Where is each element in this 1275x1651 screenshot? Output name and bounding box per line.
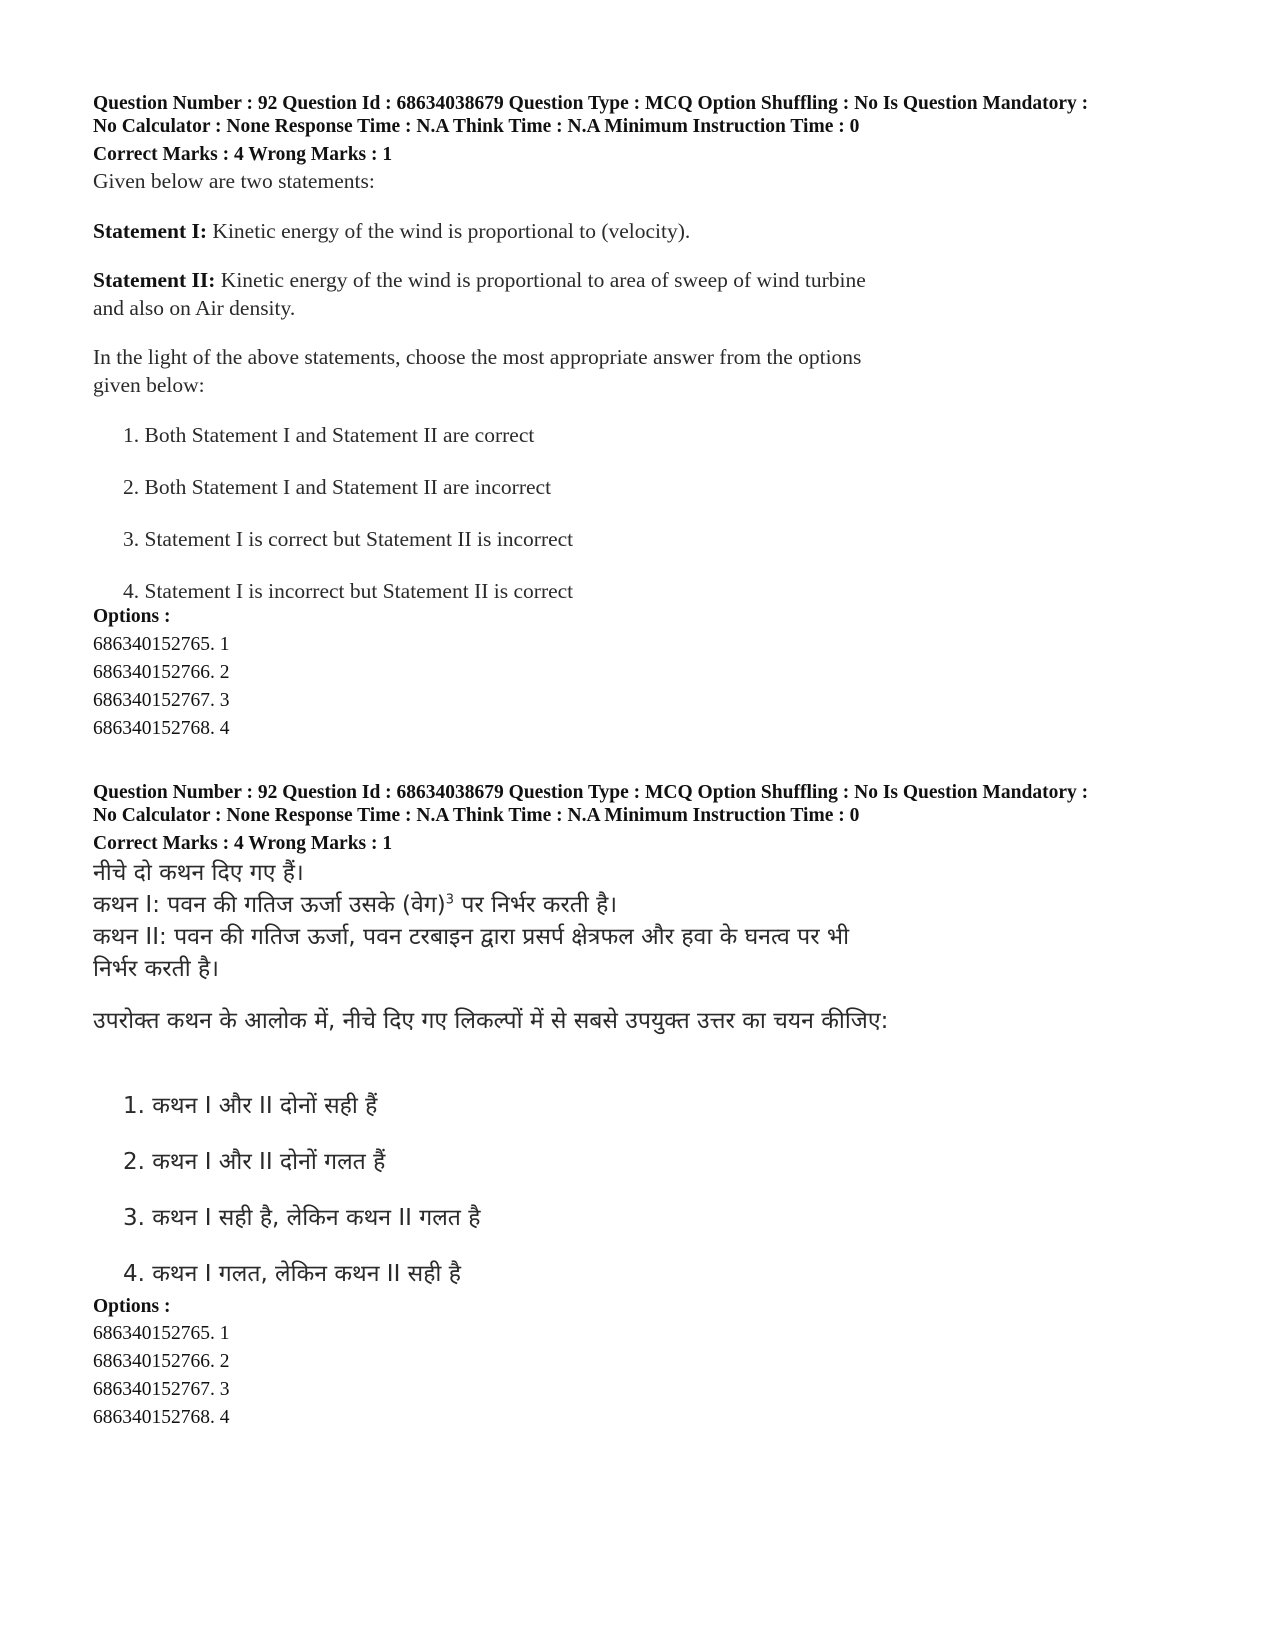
statement-2-text: Kinetic energy of the wind is proportional to area of sweep of wind turbine and also on Air density.	[93, 268, 866, 320]
choice-1: 1. कथन I और II दोनों सही हैं	[123, 1093, 378, 1119]
option-id-3: 686340152767. 3	[93, 1379, 230, 1400]
statement-1-text-b: पर निर्भर करती है।	[454, 892, 618, 918]
choice-4: 4. कथन I गलत, लेकिन कथन II सही है	[123, 1261, 461, 1287]
question-intro: Given below are two statements:	[93, 169, 375, 193]
statement-1-text: Kinetic energy of the wind is proportional to (velocity).	[207, 219, 691, 243]
option-id-1: 686340152765. 1	[93, 1323, 230, 1344]
options-label: Options :	[93, 1296, 171, 1317]
statement-1	[93, 217, 893, 245]
choice-2: 2. कथन I और II दोनों गलत हैं	[123, 1149, 386, 1175]
statement-2: कथन II: पवन की गतिज ऊर्जा, पवन टरबाइन द्वारा प्रसर्प क्षेत्रफल और हवा के घनत्व पर भी निर्भर करती है।	[93, 924, 850, 982]
question-header-line-2: No Calculator : None Response Time : N.A Think Time : N.A Minimum Instruction Time : 0	[93, 805, 860, 826]
question-header-line-1: Question Number : 92 Question Id : 68634038679 Question Type : MCQ Option Shuffling : No Is Question Mandatory :	[93, 782, 1089, 803]
statement-2-label: Statement II:	[93, 268, 216, 292]
choice-3: 3. Statement I is correct but Statement II is incorrect	[123, 527, 574, 551]
question-prompt: उपरोक्त कथन के आलोक में, नीचे दिए गए लिकल्पों में से सबसे उपयुक्त उत्तर का चयन कीजिए:	[93, 1008, 889, 1034]
question-intro: नीचे दो कथन दिए गए हैं।	[93, 860, 304, 886]
question-header-line-1: Question Number : 92 Question Id : 68634038679 Question Type : MCQ Option Shuffling : No Is Question Mandatory :	[93, 93, 1089, 114]
marks-line: Correct Marks : 4 Wrong Marks : 1	[93, 833, 393, 854]
choice-1: 1. Both Statement I and Statement II are correct	[123, 423, 535, 447]
statement-1-superscript: 3	[445, 892, 455, 908]
choice-3: 3. कथन I सही है, लेकिन कथन II गलत है	[123, 1205, 481, 1231]
options-label: Options :	[93, 606, 171, 627]
question-prompt: In the light of the above statements, choose the most appropriate answer from the options given below:	[93, 345, 862, 397]
choice-4: 4. Statement I is incorrect but Statement II is correct	[123, 579, 574, 603]
statement-2	[93, 266, 893, 322]
option-id-4: 686340152768. 4	[93, 1407, 230, 1428]
statement-1-text-a: कथन I: पवन की गतिज ऊर्जा उसके (वेग)	[93, 892, 446, 918]
option-id-4: 686340152768. 4	[93, 718, 230, 739]
statement-1	[93, 889, 893, 921]
marks-line: Correct Marks : 4 Wrong Marks : 1	[93, 144, 393, 165]
statement-1-label: Statement I:	[93, 219, 208, 243]
option-id-2: 686340152766. 2	[93, 662, 230, 683]
option-id-2: 686340152766. 2	[93, 1351, 230, 1372]
question-header-line-2: No Calculator : None Response Time : N.A Think Time : N.A Minimum Instruction Time : 0	[93, 116, 860, 137]
option-id-3: 686340152767. 3	[93, 690, 230, 711]
choice-2: 2. Both Statement I and Statement II are incorrect	[123, 475, 552, 499]
option-id-1: 686340152765. 1	[93, 634, 230, 655]
